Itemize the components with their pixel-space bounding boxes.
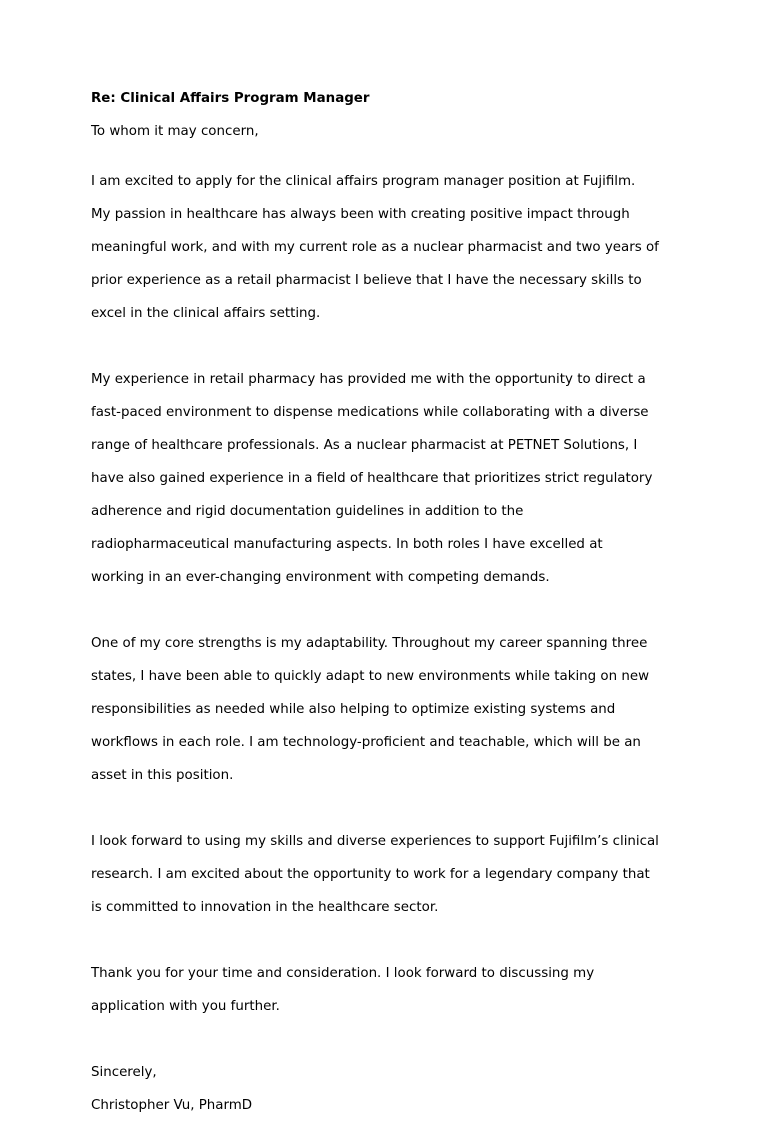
paragraph-line: prior experience as a retail pharmacist I believe that I have the necessary skills to bbox=[91, 272, 642, 288]
paragraph-line: application with you further. bbox=[91, 998, 280, 1014]
paragraph-line: fast-paced environment to dispense medications while collaborating with a diverse bbox=[91, 404, 649, 420]
letter-closing-block bbox=[91, 1048, 691, 1131]
letter-subject: Re: Clinical Affairs Program Manager bbox=[91, 91, 370, 106]
letter-salutation: To whom it may concern, bbox=[91, 124, 259, 139]
paragraph-2 bbox=[91, 355, 691, 603]
letter-body bbox=[91, 91, 691, 1131]
paragraph-line: range of healthcare professionals. As a nuclear pharmacist at PETNET Solutions, I bbox=[91, 437, 638, 453]
paragraph-line: working in an ever-changing environment with competing demands. bbox=[91, 569, 550, 585]
paragraph-line: workflows in each role. I am technology-proficient and teachable, which will be an bbox=[91, 734, 641, 750]
paragraph-line: My passion in healthcare has always been with creating positive impact through bbox=[91, 206, 630, 222]
paragraph-4 bbox=[91, 817, 691, 933]
paragraph-line: One of my core strengths is my adaptability. Throughout my career spanning three bbox=[91, 635, 648, 651]
paragraph-3 bbox=[91, 619, 691, 801]
paragraph-line: Thank you for your time and consideration. I look forward to discussing my bbox=[91, 965, 595, 981]
paragraph-line: radiopharmaceutical manufacturing aspects. In both roles I have excelled at bbox=[91, 536, 603, 552]
paragraph-line: I look forward to using my skills and diverse experiences to support Fujifilm’s clinical bbox=[91, 833, 659, 849]
paragraph-line: is committed to innovation in the healthcare sector. bbox=[91, 899, 439, 915]
paragraph-line: adherence and rigid documentation guidelines in addition to the bbox=[91, 503, 524, 519]
paragraph-line: excel in the clinical affairs setting. bbox=[91, 305, 321, 321]
paragraph-line: research. I am excited about the opportunity to work for a legendary company that bbox=[91, 866, 650, 882]
letter-closing: Sincerely, bbox=[91, 1064, 157, 1080]
paragraph-line: responsibilities as needed while also helping to optimize existing systems and bbox=[91, 701, 616, 717]
letter-signature: Christopher Vu, PharmD bbox=[91, 1097, 253, 1113]
paragraph-line: states, I have been able to quickly adapt to new environments while taking on new bbox=[91, 668, 650, 684]
paragraph-line: I am excited to apply for the clinical affairs program manager position at Fujifilm. bbox=[91, 173, 636, 189]
paragraph-line: asset in this position. bbox=[91, 767, 234, 783]
paragraph-5 bbox=[91, 949, 691, 1032]
paragraph-line: meaningful work, and with my current role as a nuclear pharmacist and two years of bbox=[91, 239, 659, 255]
paragraph-line: My experience in retail pharmacy has provided me with the opportunity to direct a bbox=[91, 371, 646, 387]
paragraph-1 bbox=[91, 157, 691, 339]
paragraph-line: have also gained experience in a field of healthcare that prioritizes strict regulatory bbox=[91, 470, 653, 486]
